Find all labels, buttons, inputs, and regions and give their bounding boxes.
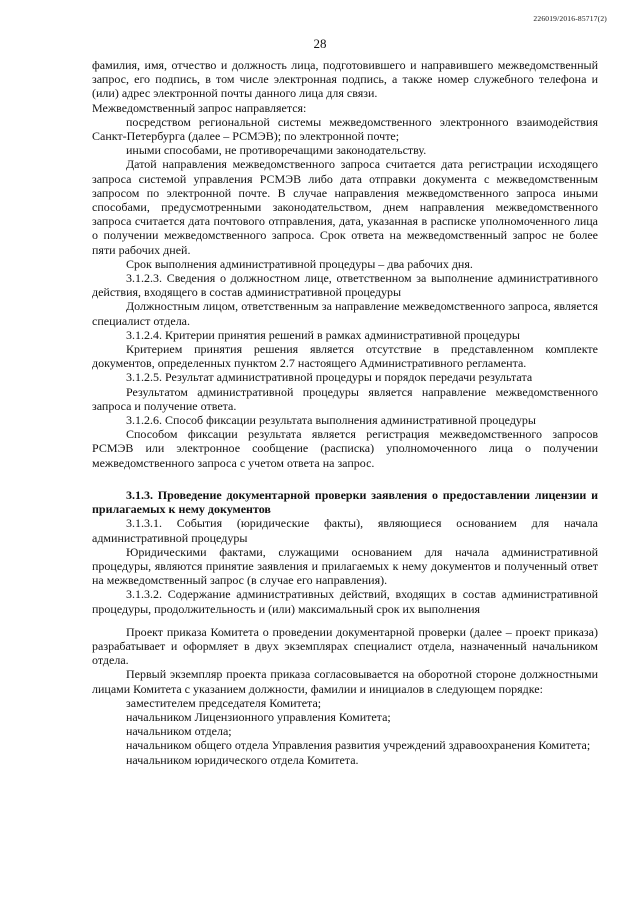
list-item-deputy: заместителем председателя Комитета; [126, 695, 322, 710]
paragraph-other-ways: иными способами, не противоречащими законодательству. [126, 143, 427, 158]
paragraph-term: Срок выполнения административной процедуры – два рабочих дня. [126, 256, 473, 271]
paragraph-requester-info: фамилия, имя, отчество и должность лица, подготовившего и направившего межведомственный запрос, его подпись, в том числе электронная подпись, а также номер служебного телефона и (или) адрес электронной почты данного лица для связи. [92, 58, 598, 101]
document-body [92, 58, 598, 767]
list-item-licensing-head: начальником Лицензионного управления Комитета; [126, 709, 391, 724]
paragraph-approval-order: Первый экземпляр проекта приказа согласовывается на оборотной стороне должностными лицами Комитета с указанием должности, фамилии и инициалов в следующем порядке: [92, 667, 598, 696]
paragraph-responsible: Должностным лицом, ответственным за направление межведомственного запроса, является специалист отдела. [92, 299, 598, 328]
spacer [92, 479, 598, 488]
paragraph-request-sent: Межведомственный запрос направляется: [92, 100, 307, 115]
section-3-1-3-2: 3.1.3.2. Содержание административных действий, входящих в состав административной процедуры, продолжительность и (или) максимальный срок их выполнения [92, 587, 598, 616]
section-3-1-2-4: 3.1.2.4. Критерии принятия решений в рамках административной процедуры [126, 327, 520, 342]
section-3-1-2-5: 3.1.2.5. Результат административной процедуры и порядок передачи результата [126, 370, 533, 385]
list-item-department-head: начальником отдела; [126, 724, 232, 739]
paragraph-via-rsmev: посредством региональной системы межведомственного электронного взаимодействия Санкт-Петербурга (далее – РСМЭВ); по электронной почте; [92, 114, 598, 144]
spacer [92, 616, 598, 625]
list-item-legal-dept-head: начальником юридического отдела Комитета. [126, 752, 359, 767]
page-number: 28 [313, 36, 327, 51]
paragraph-fixation: Способом фиксации результата является регистрация межведомственного запросов РСМЭВ или электронное сообщение (расписка) уполномоченного лица о получении межведомственного запроса с учетом ответа на запрос. [92, 427, 598, 470]
document-id: 226019/2016-85717(2) [533, 14, 607, 23]
section-3-1-3-1: 3.1.3.1. События (юридические факты), являющиеся основанием для начала административной процедуры [92, 516, 598, 545]
paragraph-send-date: Датой направления межведомственного запроса считается дата регистрации исходящего запроса системой управления РСМЭВ либо дата отправки документа с межведомственным запросом по электронной почте. В случае направления межведомственного запроса иными способами, предусмотренными законодательством, днем направления межведомственного запроса считается дата почтового отправления, дата, указанная в расписке уполномоченного лица о получении межведомственного запроса. Срок ответа на межведомственный запрос не более пяти рабочих дней. [92, 157, 598, 257]
paragraph-result: Результатом административной процедуры является направление межведомственного запроса и получение ответа. [92, 384, 598, 413]
paragraph-draft-order: Проект приказа Комитета о проведении документарной проверки (далее – проект приказа) разрабатывает и оформляет в двух экземплярах специалист отдела, назначенный начальником отдела. [92, 624, 598, 668]
section-3-1-2-3: 3.1.2.3. Сведения о должностном лице, ответственном за выполнение административного действия, входящего в состав административной процедуры [92, 271, 598, 300]
list-item-general-dept-head: начальником общего отдела Управления развития учреждений здравоохранения Комитета; [126, 738, 591, 753]
paragraph-criteria: Критерием принятия решения является отсутствие в представленном комплекте документов, определенных пунктом 2.7 настоящего Административного регламента. [92, 342, 598, 371]
paragraph-legal-facts: Юридическими фактами, служащими основанием для начала административной процедуры, являются принятие заявления и прилагаемых к нему документов и полученный ответ на межведомственный запрос (в случае его направления). [92, 544, 598, 588]
section-3-1-2-6: 3.1.2.6. Способ фиксации результата выполнения административной процедуры [126, 413, 536, 428]
section-heading-3-1-3: 3.1.3. Проведение документарной проверки заявления о предоставлении лицензии и прилагаемых к нему документов [92, 487, 598, 517]
spacer [92, 470, 598, 479]
